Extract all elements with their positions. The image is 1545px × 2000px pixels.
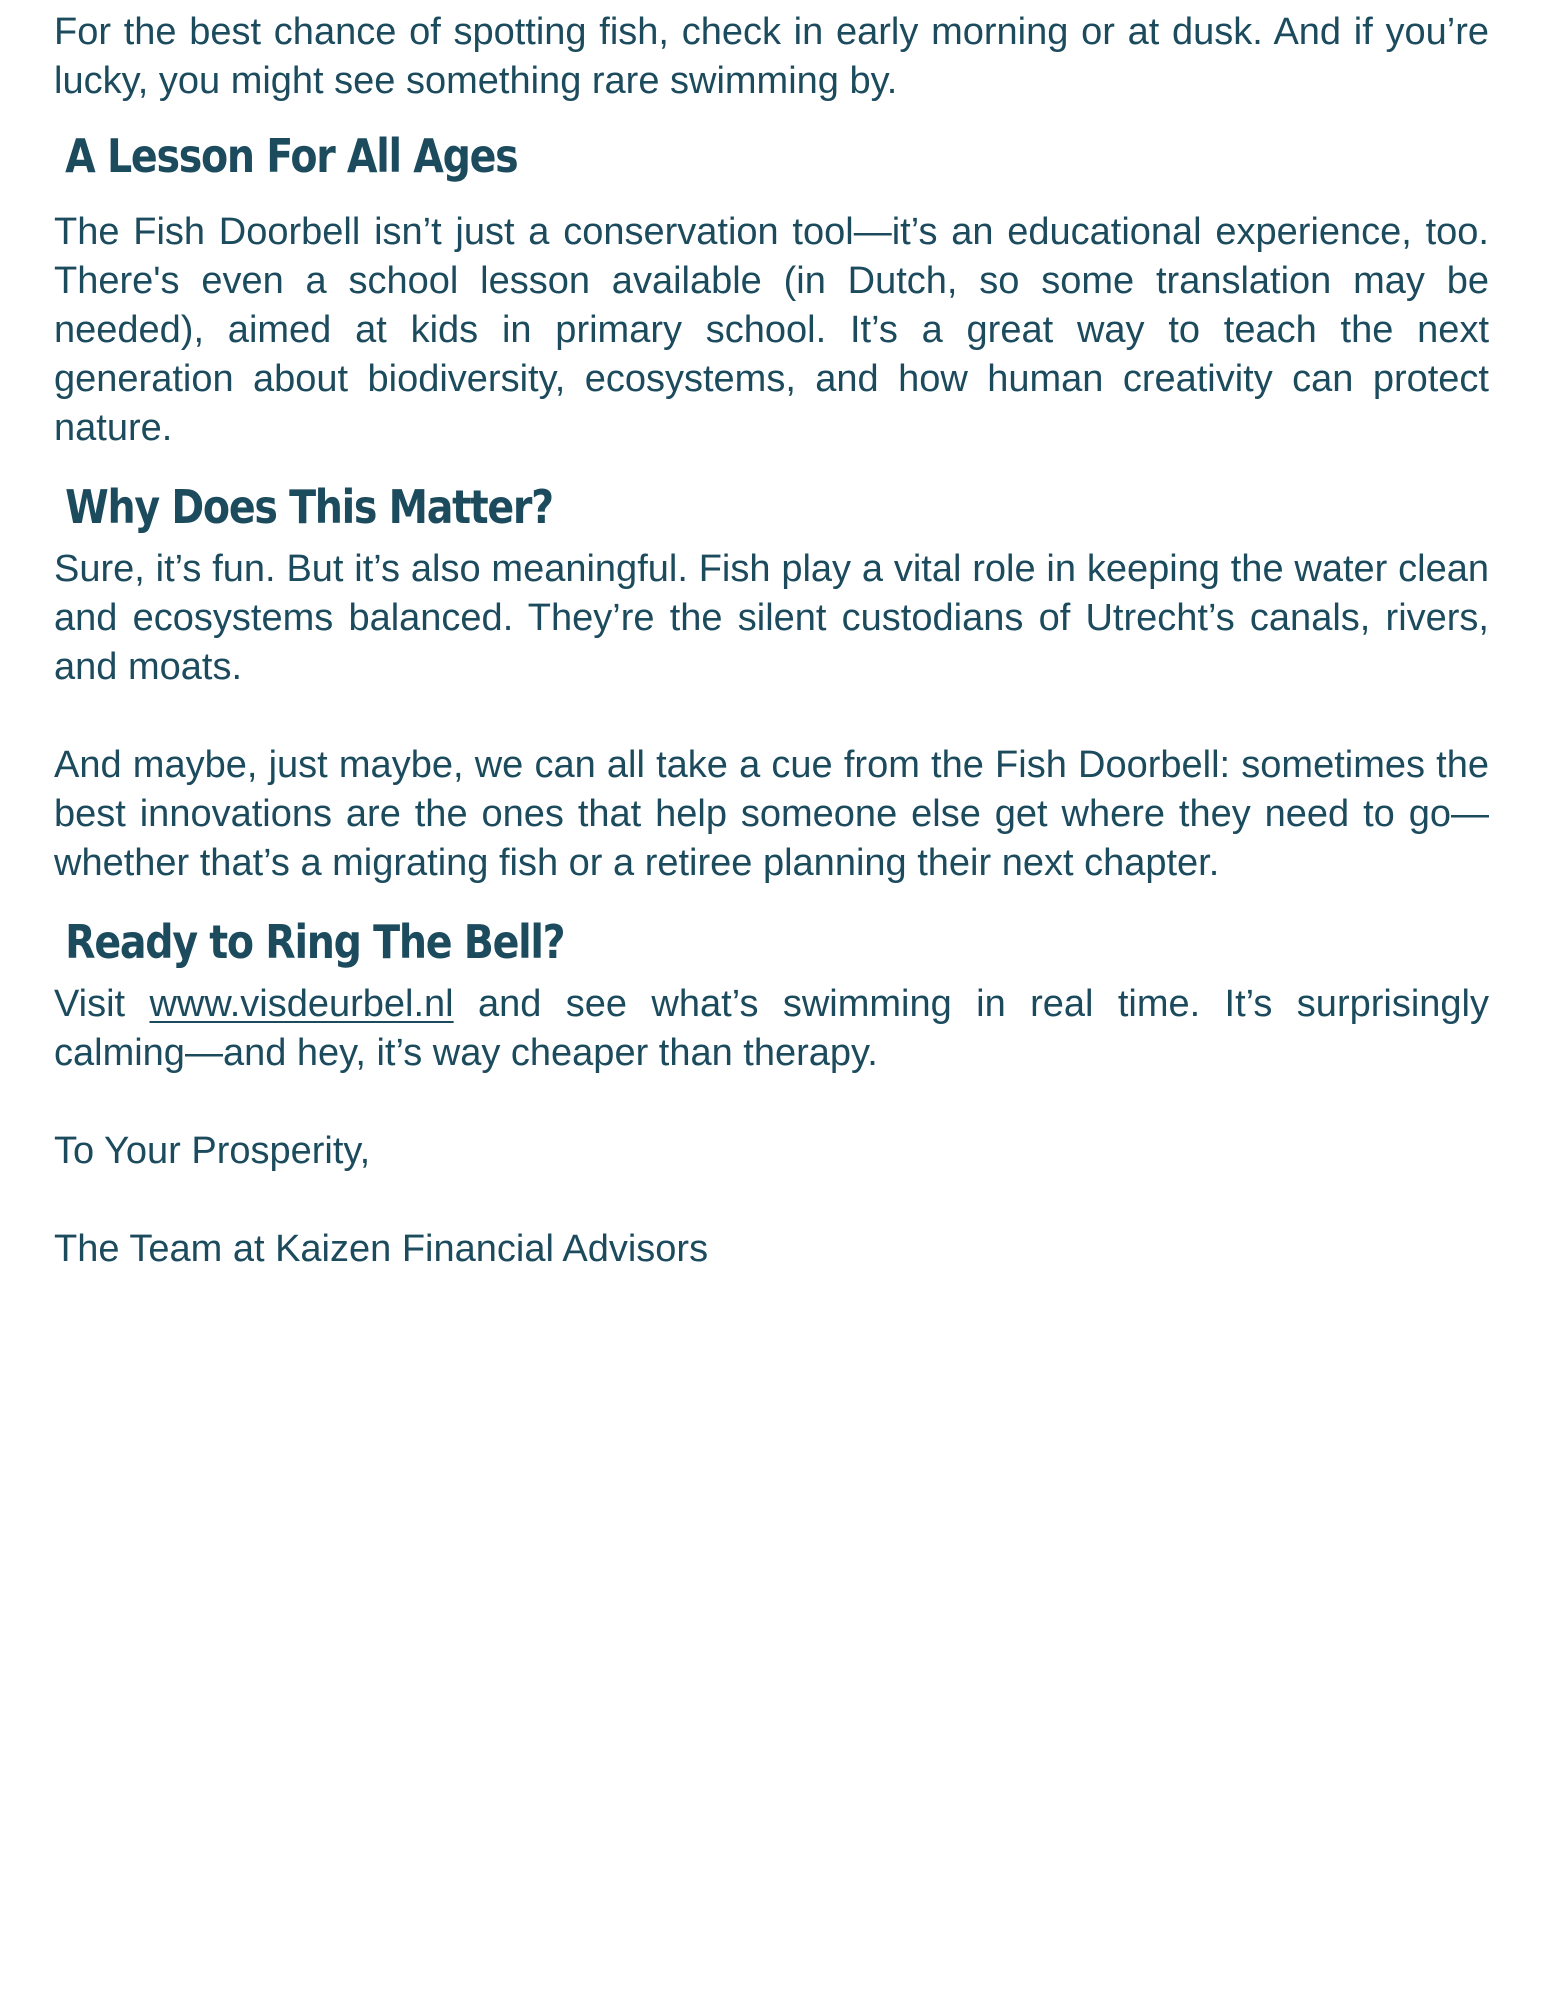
- document-page: [54, 8, 1489, 1274]
- visit-text-after: and see what’s swimming in real time. It’s surprisingly calming—and hey, it’s way cheaper than therapy.: [54, 983, 1489, 1074]
- heading-why-does-this-matter: Why Does This Matter?: [65, 480, 553, 534]
- closing-line: To Your Prosperity,: [54, 1130, 371, 1172]
- lesson-paragraph: The Fish Doorbell isn’t just a conservation tool—it’s an educational experience, too. There's even a school lesson available (in Dutch, so some translation may be needed), aimed at kids in primary school. It’s a great way to teach the next generation about biodiversity, ecosystems, and how human creativity can protect nature.: [54, 211, 1489, 449]
- innovation-paragraph: And maybe, just maybe, we can all take a cue from the Fish Doorbell: sometimes the best innovations are the ones that help someone else get where they need to go—whether that’s a migrating fish or a retiree planning their next chapter.: [54, 744, 1489, 884]
- visit-paragraph: [54, 980, 1489, 1078]
- signature-line: The Team at Kaizen Financial Advisors: [54, 1228, 709, 1270]
- meaning-paragraph: Sure, it’s fun. But it’s also meaningful. Fish play a vital role in keeping the water clean and ecosystems balanced. They’re the silent custodians of Utrecht’s canals, rivers, and moats.: [54, 548, 1489, 688]
- visit-text-before: Visit: [54, 983, 150, 1025]
- heading-ready-to-ring: Ready to Ring The Bell?: [65, 915, 565, 969]
- heading-lesson-for-all-ages: A Lesson For All Ages: [65, 129, 518, 183]
- visdeurbel-link[interactable]: www.visdeurbel.nl: [149, 983, 454, 1025]
- tips-paragraph: For the best chance of spotting fish, check in early morning or at dusk. And if you’re lucky, you might see something rare swimming by.: [54, 11, 1489, 102]
